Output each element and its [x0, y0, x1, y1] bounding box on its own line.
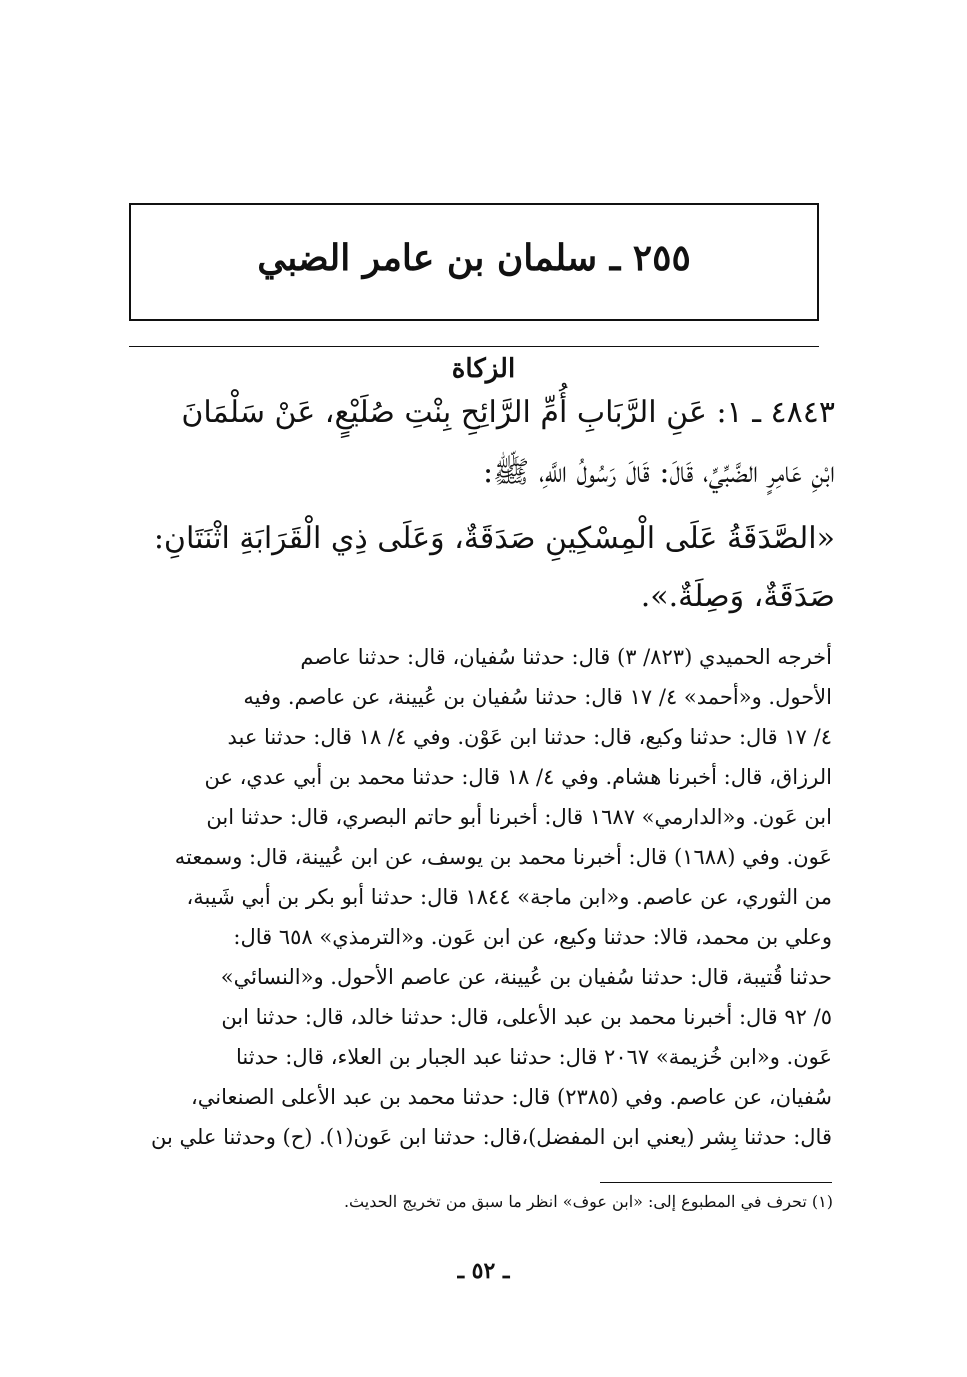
takhrij-line: الرزاق، قال: أخبرنا هشام. وفي ٤/ ١٨ قال: حدثنا محمد بن أبي عدي، عن [204, 765, 832, 789]
takhrij-line: قال: حدثنا بِشر (يعني ابن المفضل)،قال: حدثنا ابن عَون(١). (ح) وحدثنا علي بن [150, 1125, 832, 1149]
takhrij-line: ابن عَون. و«الدارمي» ١٦٨٧ قال: أخبرنا أبو حاتم البصري، قال: حدثنا ابن [206, 805, 832, 829]
footnote: (١) تحرف في المطبوع إلى: «ابن عوف» انظر ما سبق من تخريج الحديث. [343, 1192, 833, 1211]
chapter-title-box [129, 203, 819, 321]
takhrij-line: حدثنا قُتيبة، قال: حدثنا سُفيان بن عُيينة، عن عاصم الأحول. و«النسائي» [220, 965, 832, 989]
chapter-title: ٢٥٥ ـ سلمان بن عامر الضبي [257, 237, 691, 279]
page-number: ـ ٥٢ ـ [457, 1258, 510, 1284]
hadith-line: صَدَقَةٌ، وَصِلَةٌ.». [640, 579, 835, 614]
takhrij-line: الأحول. و«أحمد» ٤/ ١٧ قال: حدثنا سُفيان بن عُيينة، عن عاصم. وفيه [243, 685, 832, 709]
takhrij-line: أخرجه الحميدي (٨٢٣/ ٣) قال: حدثنا سُفيان، قال: حدثنا عاصم [300, 645, 832, 669]
takhrij-line: سُفيان، عن عاصم. وفي (٢٣٨٥) قال: حدثنا محمد بن عبد الأعلى الصنعاني، [191, 1085, 832, 1109]
hadith-line: ابْنِ عَامِرٍ الضَّبِّيِّ، قَالَ: قَالَ رَسُولُ اللَّهِ، ﷺ: [482, 455, 835, 490]
header-rule [129, 346, 819, 347]
takhrij-line: ٥/ ٩٢ قال: أخبرنا محمد بن عبد الأعلى، قال: حدثنا خالد، قال: حدثنا ابن [221, 1005, 832, 1029]
footnote-rule [600, 1182, 832, 1183]
section-heading: الزكاة [451, 354, 516, 384]
takhrij-line: عَون. وفي (١٦٨٨) قال: أخبرنا محمد بن يوسف، عن ابن عُيينة، قال: وسمعته [174, 845, 832, 869]
takhrij-line: وعلي بن محمد، قالا: حدثنا وكيع، عن ابن عَون. و«الترمذي» ٦٥٨ قال: [233, 925, 832, 949]
takhrij-line: من الثوري، عن عاصم. و«ابن ماجة» ١٨٤٤ قال: حدثنا أبو بكر بن أبي شَيبة، [186, 885, 832, 909]
hadith-line: ٤٨٤٣ ـ ١: عَنِ الرَّبَابِ أُمِّ الرَّائِحِ بِنْتِ صُلَيْعٍ، عَنْ سَلْمَانَ [181, 395, 835, 430]
takhrij-line: ٤/ ١٧ قال: حدثنا وكيع، قال: حدثنا ابن عَوْن. وفي ٤/ ١٨ قال: حدثنا عبد [227, 725, 832, 749]
hadith-line: «الصَّدَقَةُ عَلَى الْمِسْكِينِ صَدَقَةٌ، وَعَلَى ذِي الْقَرَابَةِ اثْنَتَانِ: [153, 521, 835, 556]
takhrij-line: عَون. و«ابن خُزيمة» ٢٠٦٧ قال: حدثنا عبد الجبار بن العلاء، قال: حدثنا [236, 1045, 832, 1069]
